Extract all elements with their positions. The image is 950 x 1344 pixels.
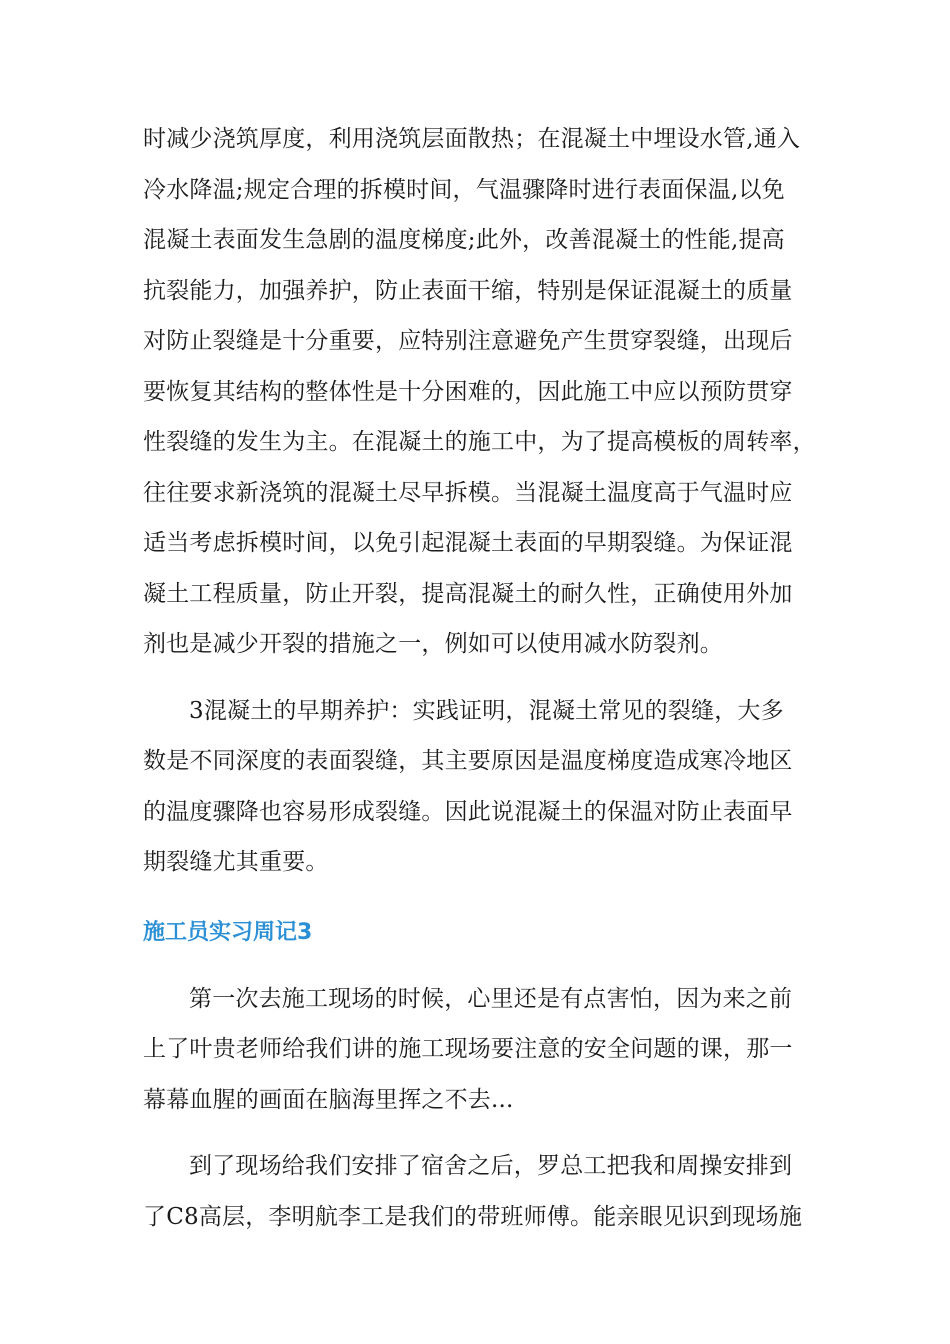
text-line: 对防止裂缝是十分重要，应特别注意避免产生贯穿裂缝，出现后 (143, 328, 793, 354)
text-line: 剂也是减少开裂的措施之一，例如可以使用减水防裂剂。 (143, 631, 723, 657)
text-line: 抗裂能力，加强养护，防止表面干缩，特别是保证混凝土的质量 (143, 277, 793, 304)
paragraph-spacer (143, 1125, 815, 1141)
section-heading: 施工员实习周记3 (143, 919, 313, 945)
text-line: 凝土工程质量，防止开裂，提高混凝土的耐久性，正确使用外加 (143, 580, 793, 607)
text-line: 期裂缝尤其重要。 (143, 849, 329, 875)
paragraph-spacer (143, 670, 815, 686)
paragraph-spacer (143, 958, 815, 974)
text-line: 的温度骤降也容易形成裂缝。因此说混凝土的保温对防止表面早 (143, 798, 793, 825)
text-line: 适当考虑拆模时间，以免引起混凝土表面的早期裂缝。为保证混 (143, 530, 793, 556)
text-line: 混凝土表面发生急剧的温度梯度;此外，改善混凝土的性能,提高 (143, 227, 785, 253)
text-line: 到了现场给我们安排了宿舍之后，罗总工把我和周操安排到 (189, 1153, 793, 1179)
text-line: 要恢复其结构的整体性是十分困难的，因此施工中应以预防贯穿 (143, 378, 793, 405)
text-line: 性裂缝的发生为主。在混凝土的施工中，为了提高模板的周转率， (143, 429, 816, 455)
text-line: 第一次去施工现场的时候，心里还是有点害怕，因为来之前 (189, 985, 793, 1012)
text-line: 了C8高层，李明航李工是我们的带班师傅。能亲眼见识到现场施 (143, 1203, 803, 1230)
text-line: 往往要求新浇筑的混凝土尽早拆模。当混凝土温度高于气温时应 (143, 479, 793, 506)
text-line: 冷水降温;规定合理的拆模时间，气温骤降时进行表面保温,以免 (143, 176, 785, 203)
paragraph-spacer (143, 888, 815, 908)
text-line: 时减少浇筑厚度，利用浇筑层面散热；在混凝土中埋设水管,通入 (143, 126, 801, 152)
paragraph-first-visit (143, 974, 815, 1126)
text-line: 上了叶贵老师给我们讲的施工现场要注意的安全问题的课，那一 (143, 1036, 793, 1062)
paragraph-arrival (143, 1141, 815, 1242)
paragraph-concrete-measures (143, 114, 815, 670)
text-line: 3混凝土的早期养护：实践证明，混凝土常见的裂缝，大多 (189, 697, 784, 724)
document-body (143, 114, 815, 1242)
text-line: 幕幕血腥的画面在脑海里挥之不去... (143, 1086, 514, 1113)
paragraph-early-curing (143, 686, 815, 888)
text-line: 数是不同深度的表面裂缝，其主要原因是温度梯度造成寒冷地区 (143, 748, 793, 774)
